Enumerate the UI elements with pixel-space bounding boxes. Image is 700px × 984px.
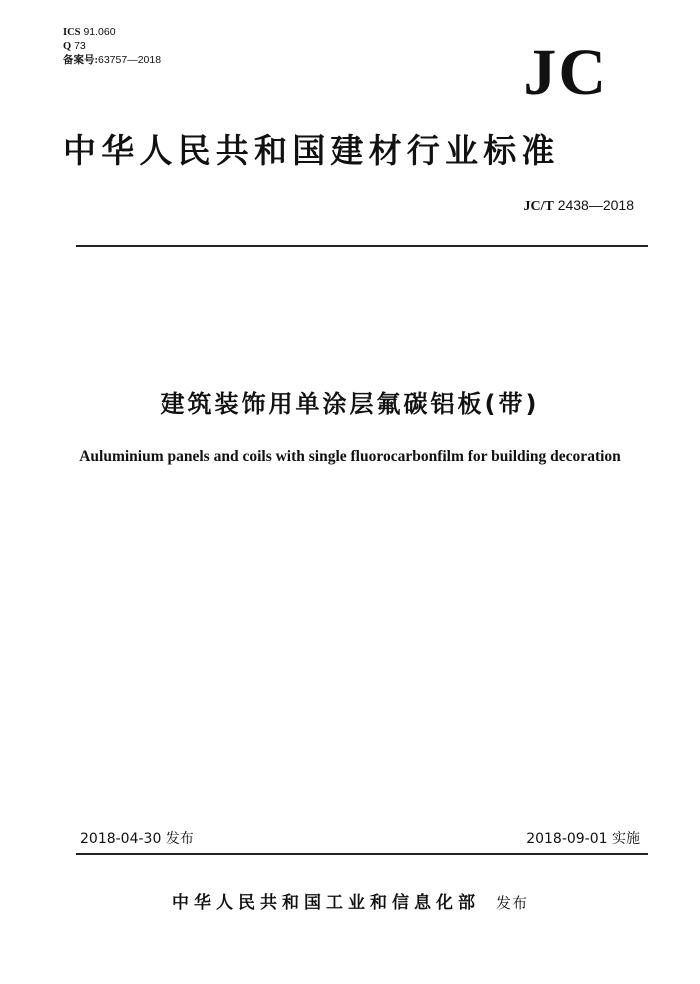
- classification-code: [63, 39, 86, 54]
- jc-logo: JC: [523, 36, 608, 109]
- ics-value: 91.060: [83, 26, 116, 38]
- standard-code-prefix: JC/T: [523, 199, 554, 214]
- issuer-suffix: 发布: [495, 894, 528, 912]
- record-value: 63757—2018: [98, 54, 162, 66]
- top-divider: [76, 245, 648, 247]
- q-label: Q: [63, 41, 72, 52]
- issue-date: 2018-04-30 发布: [80, 831, 194, 847]
- q-value: 73: [74, 40, 86, 52]
- title-english: Auluminium panels and coils with single fluorocarbonfilm for building decoration: [79, 448, 621, 465]
- standard-code: [523, 197, 634, 215]
- title-chinese: 建筑装饰用单涂层氟碳铝板(带): [160, 390, 540, 418]
- record-label: 备案号:: [63, 55, 98, 66]
- bottom-divider: [76, 853, 648, 855]
- standard-code-number: 2438—2018: [557, 197, 634, 213]
- implement-date: 2018-09-01 实施: [526, 831, 640, 847]
- issuer-name: 中华人民共和国工业和信息化部: [171, 893, 480, 913]
- ics-label: ICS: [63, 27, 81, 38]
- record-number: [63, 53, 161, 68]
- org-title: 中华人民共和国建材行业标准: [63, 131, 560, 170]
- ics-code: [63, 25, 116, 40]
- issuer: [0, 888, 700, 913]
